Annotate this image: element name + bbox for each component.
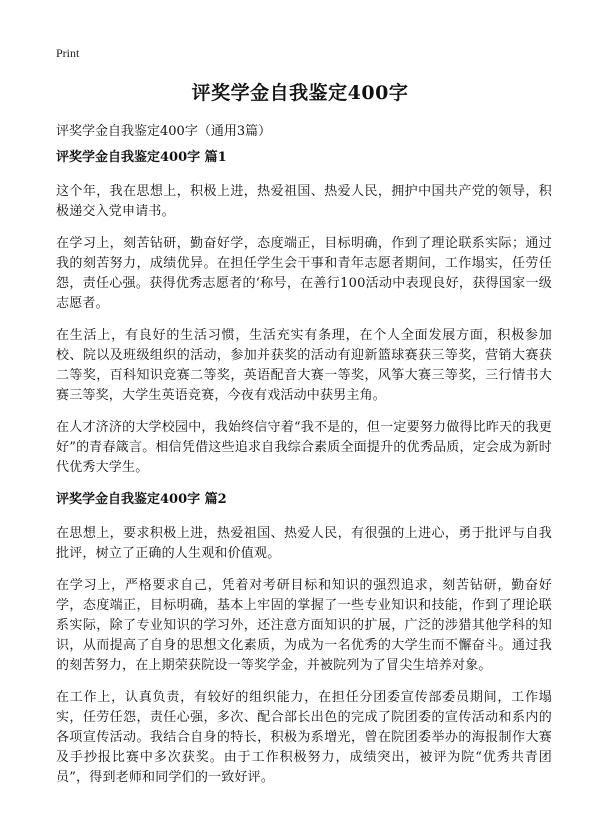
section-heading: 评奖学金自我鉴定400字 篇2 (56, 492, 227, 507)
section-1 (56, 148, 552, 478)
paragraph: 在人才济济的大学校园中，我始终信守着“我不是的，但一定要努力做得比昨天的我更好”的青春箴言。相信凭借这些追求自我综合素质全面提升的优秀品质，定会成为新时代优秀大学生。 (56, 420, 552, 475)
paragraph: 在思想上，要求积极上进，热爱祖国、热爱人民，有很强的上进心，勇于批评与自我批评，树立了正确的人生观和价值观。 (56, 526, 552, 561)
paragraph: 在工作上，认真负责，有较好的组织能力，在担任分团委宣传部委员期间，工作塌实，任劳任怨，责任心强，多次、配合部长出色的完成了院团委的宣传活动和系内的各项宣传活动。我结合自身的特长，积极为系增光，曾在院团委举办的海报制作大赛及手抄报比赛中多次获奖。由于工作积极努力，成绩突出，被评为院“优秀共青团员”，得到老师和同学们的一致好评。 (56, 690, 552, 785)
paragraph: 在生活上，有良好的生活习惯，生活充实有条理，在个人全面发展方面，积极参加校、院以及班级组织的活动，参加并获奖的活动有迎新篮球赛获三等奖，营销大赛获二等奖，百科知识竞赛二等奖，英语配音大赛一等奖，风筝大赛三等奖，三行情书大赛三等奖，大学生英语竞赛，今夜有戏活动中获男主角。 (56, 328, 552, 403)
document-subtitle: 评奖学金自我鉴定400字（通用3篇） (56, 124, 272, 139)
section-2 (56, 490, 552, 788)
paragraph: 在学习上，刻苦钻研，勤奋好学，态度端正，目标明确，作到了理论联系实际；通过我的刻苦努力，成绩优异。在担任学生会干事和青年志愿者期间，工作塌实，任劳任怨，责任心强。获得优秀志愿者的‘称号，在善行100活动中表现良好，获得国家一级志愿者。 (56, 236, 552, 311)
document-content (56, 148, 552, 800)
paragraph: 在学习上，严格要求自己，凭着对考研目标和知识的强烈追求，刻苦钻研，勤奋好学，态度端正，目标明确，基本上牢固的掌握了一些专业知识和技能，作到了理论联系实际，除了专业知识的学习外，还注意方面知识的扩展，广泛的涉猎其他学科的知识，从而提高了自身的思想文化素质，为成为一名优秀的大学生而不懈奋斗。通过我的刻苦努力，在上期荣获院设一等奖学金，并被院列为了冒尖生培养对象。 (56, 578, 552, 673)
page-title: 评奖学金自我鉴定400字 (191, 82, 409, 104)
print-link[interactable]: Print (56, 46, 80, 60)
paragraph: 这个年，我在思想上，积极上进，热爱祖国、热爱人民，拥护中国共产党的领导，积极递交入党申请书。 (56, 184, 552, 219)
section-heading: 评奖学金自我鉴定400字 篇1 (56, 150, 227, 165)
